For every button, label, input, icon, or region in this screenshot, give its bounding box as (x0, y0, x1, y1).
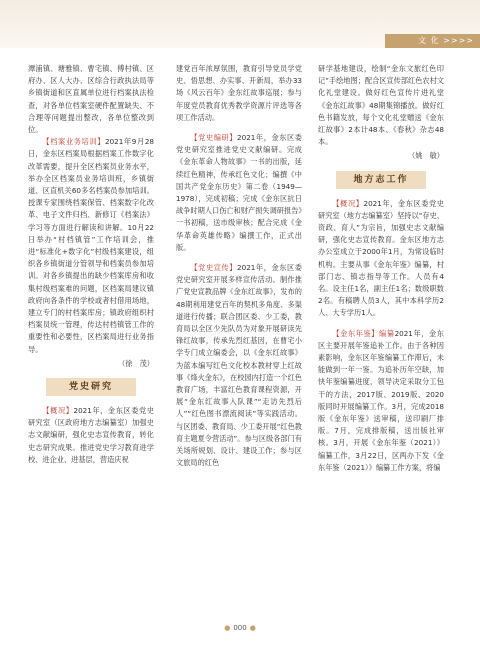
paragraph-text: 2021年9月28日，金东区档案局根据档案工作数字化改革需要，提升全区档案员业务水平，举办全区档案员业务培训班，乡镇街道、区直机关60多名档案员参加培训。授课专家围绕档案保管、档案数字化改革、电子文件归档、新修订《档案法》学习等方面进行解读和讲解。10月22日举办“村档镇管”工作培训会，推进“标准化+数字化”村级档案建设，组织各乡镇街道分管领导和档案员参加培训。对各乡镇提出的缺少档案库房和收集村级档案难的问题，区档案局建议镇政府向各条件的学校或者村借用场地，建立专门的村档案库房；镇政府组织村档案员统一管理，传达村档镇管工作的重要性和必要性，区档案局进行业务指导。 (28, 137, 154, 354)
footer-ornament-icon: ● (224, 624, 231, 632)
author-credit: （姚 敏） (408, 151, 444, 161)
footer-ornament-icon: ● (249, 624, 256, 632)
paragraph (28, 136, 154, 356)
paragraph-text: 2021年，金东区委党史研究室（区政府地方志编纂室）加强史志文献编研，强化史志宣传教育，转化史志研究成果。推进党史学习教育进学校、进企业、进基层，营造庆祝 (28, 406, 154, 464)
paragraph (318, 328, 444, 474)
paragraph-text: 2021年，金东区主要开展年鉴追补工作。由于各种因素影响，金东区年鉴编纂工作滞后，未能做到一年一鉴。为追补历年空缺，加快年鉴编纂进度，领导决定采取分工包干的方法，2017版、2019版、2020版同时开展编纂工作。3月，完成2018版《金东年鉴》送审稿，送印刷厂排版。7月，完成排版稿，送出版社审核。3月，开展《金东年鉴（2021）》编纂工作，3月22日，区两办下发《金东年鉴（2021）》编纂工作方案，将编 (318, 328, 444, 472)
paragraph (176, 132, 302, 254)
section-label: 【金东年鉴】编纂 (332, 328, 395, 338)
paragraph: 研学基地建设，绘制“金东文旅红色印记”手绘地图；配合区宣传部红色农村文化礼堂建设。做好红色宣传片进礼堂《金东红故事》48期集锦播放。做好红色书籍发放，每个文化礼堂赠送《金东红故事》2本计48本、《春秋》杂志48本。 (318, 64, 444, 147)
author-credit: （徐 茂） (118, 358, 154, 368)
section-label: 【档案业务培训】 (42, 137, 106, 147)
page-number: 000 (233, 624, 247, 632)
column-3 (318, 63, 444, 474)
section-heading: 党史研究 (46, 378, 136, 396)
paragraph-text: 2021年，金东区委党史研究室（地方志编纂室）坚持以“存史、资政、育人”为宗旨，加强史志文献编研，强化史志宣传教育。金东区地方志办公室成立于2000年1月，为常设临时机构。主要从事《金东年鉴》编纂，村部门志、镇志指导等工作。人员有4名。设主任1名，副主任1名；数级职数2名。有稿聘人员3人，其中本科学历2人、大专学历1人。 (318, 198, 444, 318)
paragraph (28, 405, 154, 466)
section-heading: 地方志工作 (336, 171, 426, 189)
section-label: 【党史宣传】 (190, 263, 238, 273)
section-tag: 文 化 >>>> (385, 34, 480, 48)
section-label: 【概况】 (42, 406, 74, 416)
page-footer (0, 624, 480, 632)
paragraph: 潭浦镇、塘雅镇、曹宅镇、傅村镇、区府办、区人大办、区综合行政执法局等乡镇街道和区直属单位进行档案执法检查，对各单位档案室硬件配置缺失、不合理等问题提出整改，各单位整改到位。 (28, 64, 154, 135)
paragraph-text: 2021年，金东区委党史研究室推进党史文献编研。完成《金东革命人物故事》一书的出版，延续红色精神，传承红色文化；编撰《中国共产党金东历史》第二卷（1949—1978），完成初稿；完成《金东区抗日战争时期人口伤亡和财产损失调研报告》一书初稿，送市级审核；配合完成《金华革命英雄传略》编撰工作，正式出版。 (176, 133, 302, 252)
section-label: 【党史编研】 (190, 133, 238, 143)
section-label: 【概况】 (332, 198, 364, 208)
column-1 (28, 63, 154, 466)
column-2 (176, 63, 302, 470)
paragraph (176, 262, 302, 469)
paragraph-text: 2021年，金东区委党史研究室开展多样宣传活动。制作推广党史宣教品牌《金东红故事》，发布的48期利用建党百年的契机多角度、多渠道进行传播；联合团区委、少工委，教育局以全区少先队员为对象开展研读先锋红故事，传承先烈红基因，在曹宅小学专门成立编委会，以《金东红故事》为蓝本编写红色文化校本教材穿上红故事《烽火金东》，在校园内打造一个红色教育广场，丰富红色教育课程资源，开展“金东红故事入队课”“走访先烈后人”“红色图书漂流阅读”等实践活动。与区团委、教育局、少工委开展“红色教育主题夏令营活动”。参与区级各部门有关场所规划、设计、建设工作；参与区文旅局的红色 (176, 263, 302, 468)
paragraph (318, 198, 444, 320)
paragraph: 建党百年浓厚氛围，教育引导党员学党史、悟思想、办实事、开新局，举办33场《风云百年》金东红故事巡展；参与年度党员教育优秀教学资源片评选等各项工作活动。 (176, 64, 302, 122)
